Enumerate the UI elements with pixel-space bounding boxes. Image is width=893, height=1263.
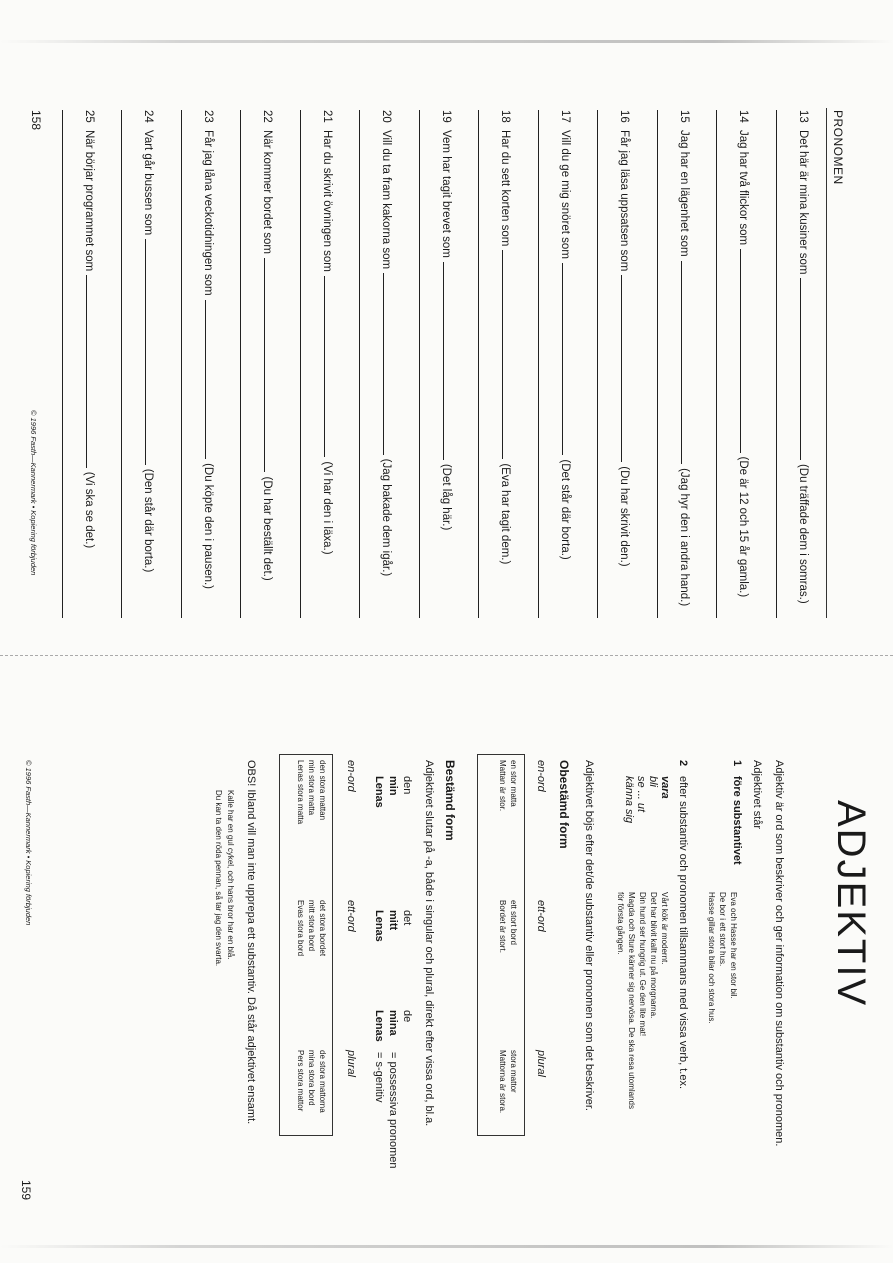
def-en-2: min stora matta	[307, 760, 316, 816]
def-ett-2: mitt stora bord	[307, 900, 316, 952]
exercise-row	[559, 110, 573, 630]
rule-1-text: före substantivet	[731, 776, 743, 865]
det-de: de	[401, 1010, 413, 1023]
exercise-row	[797, 110, 811, 630]
answer-line[interactable]	[776, 110, 777, 618]
definite-heading: Bestämd form	[443, 760, 457, 841]
inflection-text: Adjektivet böjs efter det/de substantiv eller pronomen som det beskriver.	[583, 760, 595, 1111]
exercise-text: Har du skrivit övningen som	[321, 130, 333, 272]
answer-line[interactable]	[122, 110, 123, 618]
det-lenas-1: Lenas	[373, 776, 385, 808]
indef-plural-1: stora mattor	[509, 1050, 518, 1093]
rule-1-example-3: Hasse gillar stora bilar och stora hus.	[707, 892, 716, 1024]
exercise-number: 23	[202, 110, 214, 123]
det-lenas-3: Lenas	[373, 1010, 385, 1042]
indef-ett-2: Bordet är stort.	[498, 900, 507, 953]
exercise-hint: (Du har beställt det.)	[261, 476, 274, 581]
exercise-hint: (Det står där borta.)	[559, 459, 571, 560]
exercise-hint: (Jag hyr den i andra hand.)	[678, 468, 690, 607]
header-rule	[826, 108, 827, 618]
rule-1-number: 1	[731, 760, 743, 767]
answer-line[interactable]	[419, 110, 420, 618]
verb-example-4: Magda och Sture känner sig nervösa. De ska resa utomlands	[627, 892, 636, 1110]
verb-example-2: Det har blivit kallt nu på morgnarna.	[649, 892, 658, 1019]
copyright-left: © 1996 Fasth—Kannermark • Kopiering förbjuden	[29, 410, 38, 576]
det-mitt: mitt	[387, 910, 399, 931]
rule-2-number: 2	[677, 760, 689, 767]
exercise-number: 21	[321, 110, 333, 123]
exercise-text: Vill du ta fram kakorna som	[380, 130, 393, 270]
indef-en-1: en stor matta	[509, 760, 518, 807]
exercise-text: Har du sett korten som	[499, 130, 512, 247]
exercise-text: När börjar programmet som	[83, 130, 95, 272]
exercise-hint: (De är 12 och 15 år gamla.)	[737, 456, 750, 598]
answer-blank[interactable]	[443, 262, 454, 460]
right-page	[0, 660, 893, 1260]
verb-se-ut: se ... ut	[635, 776, 647, 813]
answer-blank[interactable]	[562, 263, 573, 456]
exercise-number: 20	[380, 110, 393, 123]
exercise-text: Jag har en lägenhet som	[678, 130, 690, 257]
def-col-ett-ord: ett-ord	[345, 900, 357, 932]
answer-blank[interactable]	[324, 276, 335, 458]
rule-1-example-1: Eva och Hasse har en stor bil.	[729, 892, 738, 999]
answer-line[interactable]	[717, 110, 718, 618]
answer-line[interactable]	[657, 110, 658, 618]
stands-text: Adjektivet står	[751, 760, 763, 830]
answer-line[interactable]	[300, 110, 301, 618]
exercise-row	[262, 110, 276, 630]
exercise-hint: (Den står där borta.)	[142, 468, 155, 573]
det-min: min	[387, 776, 399, 796]
def-en-1: den stora mattan	[318, 760, 327, 821]
exercise-number: 15	[678, 110, 690, 123]
exercise-hint: (Eva har tagit dem.)	[499, 463, 512, 565]
page-header: PRONOMEN	[831, 110, 845, 185]
exercise-row	[738, 110, 752, 630]
exercise-text: Får jag låna veckotidningen som	[202, 130, 214, 296]
exercise-row	[381, 110, 395, 630]
rule-1	[731, 776, 743, 865]
obs-example-1: Kalle har en gul cykel, och hans bror har en blå.	[226, 790, 235, 960]
det-det: det	[401, 910, 413, 926]
def-plural-1: de stora mattorna	[318, 1050, 327, 1113]
exercise-number: 16	[618, 110, 631, 123]
exercise-number: 25	[83, 110, 95, 123]
answer-blank[interactable]	[205, 300, 216, 460]
exercise-row	[678, 110, 692, 630]
indef-ett-1: ett stort bord	[509, 900, 518, 945]
exercise-row	[440, 110, 454, 630]
def-col-en-ord: en-ord	[345, 760, 357, 792]
verb-example-5: för första gången.	[616, 892, 625, 955]
exercise-hint: (Du köpte den i pausen.)	[202, 463, 214, 590]
answer-blank[interactable]	[681, 261, 692, 465]
exercise-hint: (Du träffade dem i somras.)	[797, 463, 809, 604]
det-den: den	[401, 776, 413, 795]
intro-text: Adjektiv är ord som beskriver och ger information om substantiv och pronomen.	[773, 760, 785, 1147]
exercise-hint: (Vi ska se det.)	[83, 471, 95, 549]
exercise-number: 13	[797, 110, 809, 123]
col-ett-ord: ett-ord	[535, 900, 547, 932]
exercise-row	[619, 110, 633, 630]
answer-line[interactable]	[62, 110, 63, 618]
col-en-ord: en-ord	[535, 760, 547, 792]
col-plural: plural	[535, 1050, 547, 1077]
def-ett-1: det stora bordet	[318, 900, 327, 957]
exercise-text: Vill du ge mig snöret som	[559, 130, 571, 259]
answer-blank[interactable]	[503, 250, 514, 459]
def-col-plural: plural	[345, 1050, 357, 1077]
obs-text: OBS! Ibland vill man inte upprepa ett substantiv. Då står adjektivet ensamt.	[245, 760, 257, 1125]
rule-1-example-2: De bor i ett stort hus.	[718, 892, 727, 967]
def-plural-3: Pers stora mattor	[296, 1050, 305, 1112]
exercise-text: Vart går bussen som	[142, 130, 155, 236]
indef-plural-2: Mattorna är stora.	[498, 1050, 507, 1114]
exercise-row	[143, 110, 157, 630]
exercise-hint: (Det låg här.)	[440, 463, 452, 531]
answer-blank[interactable]	[146, 239, 157, 465]
det-mina: mina	[387, 1010, 399, 1036]
verb-bli: bli	[647, 776, 659, 788]
definite-text: Adjektivet slutar på -a, både i singular och plural, direkt efter vissa ord, bl.a.	[423, 760, 435, 1127]
answer-line[interactable]	[360, 110, 361, 618]
exercise-number: 24	[142, 110, 155, 123]
answer-line[interactable]	[241, 110, 242, 618]
exercise-number: 17	[559, 110, 571, 123]
exercise-row	[321, 110, 335, 630]
answer-blank[interactable]	[265, 258, 276, 473]
answer-line[interactable]	[479, 110, 480, 618]
rule-2-text: efter substantiv och pronomen tillsammans med vissa verb, t.ex.	[677, 776, 689, 1090]
exercise-text: Det här är mina kusiner som	[797, 130, 809, 275]
def-en-3: Lenas stora matta	[296, 760, 305, 825]
verb-kanna-sig: känna sig	[623, 776, 635, 824]
exercise-number: 22	[261, 110, 274, 123]
exercise-text: När kommer bordet som	[261, 130, 274, 254]
note-possessive: = possessiva pronomen	[387, 1052, 399, 1169]
indefinite-heading: Obestämd form	[557, 760, 571, 849]
det-lenas-2: Lenas	[373, 910, 385, 942]
indef-en-2: Mattan är stor.	[498, 760, 507, 812]
note-genitive: = s-genitiv	[373, 1052, 385, 1103]
page-number-right: 159	[19, 1180, 33, 1201]
verb-vara: vara	[659, 776, 671, 799]
obs-example-2: Du kan ta den röda pennan, så tar jag den svarta.	[214, 790, 223, 967]
exercise-row	[202, 110, 216, 630]
verb-example-1: Vårt kök är modernt.	[660, 892, 669, 965]
answer-blank[interactable]	[384, 273, 395, 455]
exercise-text: Får jag läsa uppsatsen som	[618, 130, 631, 272]
exercise-number: 14	[737, 110, 750, 123]
answer-blank[interactable]	[741, 249, 752, 453]
answer-blank[interactable]	[86, 275, 97, 468]
answer-blank[interactable]	[800, 278, 811, 460]
exercise-row	[83, 110, 97, 630]
exercise-row	[500, 110, 514, 630]
exercise-number: 19	[440, 110, 452, 123]
page-title: ADJEKTIV	[829, 800, 873, 1008]
answer-line[interactable]	[181, 110, 182, 618]
exercise-hint: (Du har skrivit den.)	[618, 466, 631, 567]
answer-line[interactable]	[538, 110, 539, 618]
page-number-left: 158	[29, 110, 43, 131]
exercise-text: Vem har tagit brevet som	[440, 130, 452, 258]
def-plural-2: mina stora bord	[307, 1050, 316, 1106]
exercise-hint: (Jag bakade dem igår.)	[380, 458, 393, 577]
exercise-number: 18	[499, 110, 512, 123]
def-ett-3: Evas stora bord	[296, 900, 305, 957]
exercise-text: Jag har två flickor som	[737, 130, 750, 246]
copyright-right: © 1996 Fasth—Kannermark • Kopiering förbjuden	[24, 760, 33, 926]
exercise-hint: (Vi har den i läxa.)	[321, 461, 333, 555]
verb-example-3: Din hund ser hungrig ut. Ge den lite mat!	[638, 892, 647, 1037]
answer-blank[interactable]	[622, 275, 633, 462]
answer-line[interactable]	[598, 110, 599, 618]
